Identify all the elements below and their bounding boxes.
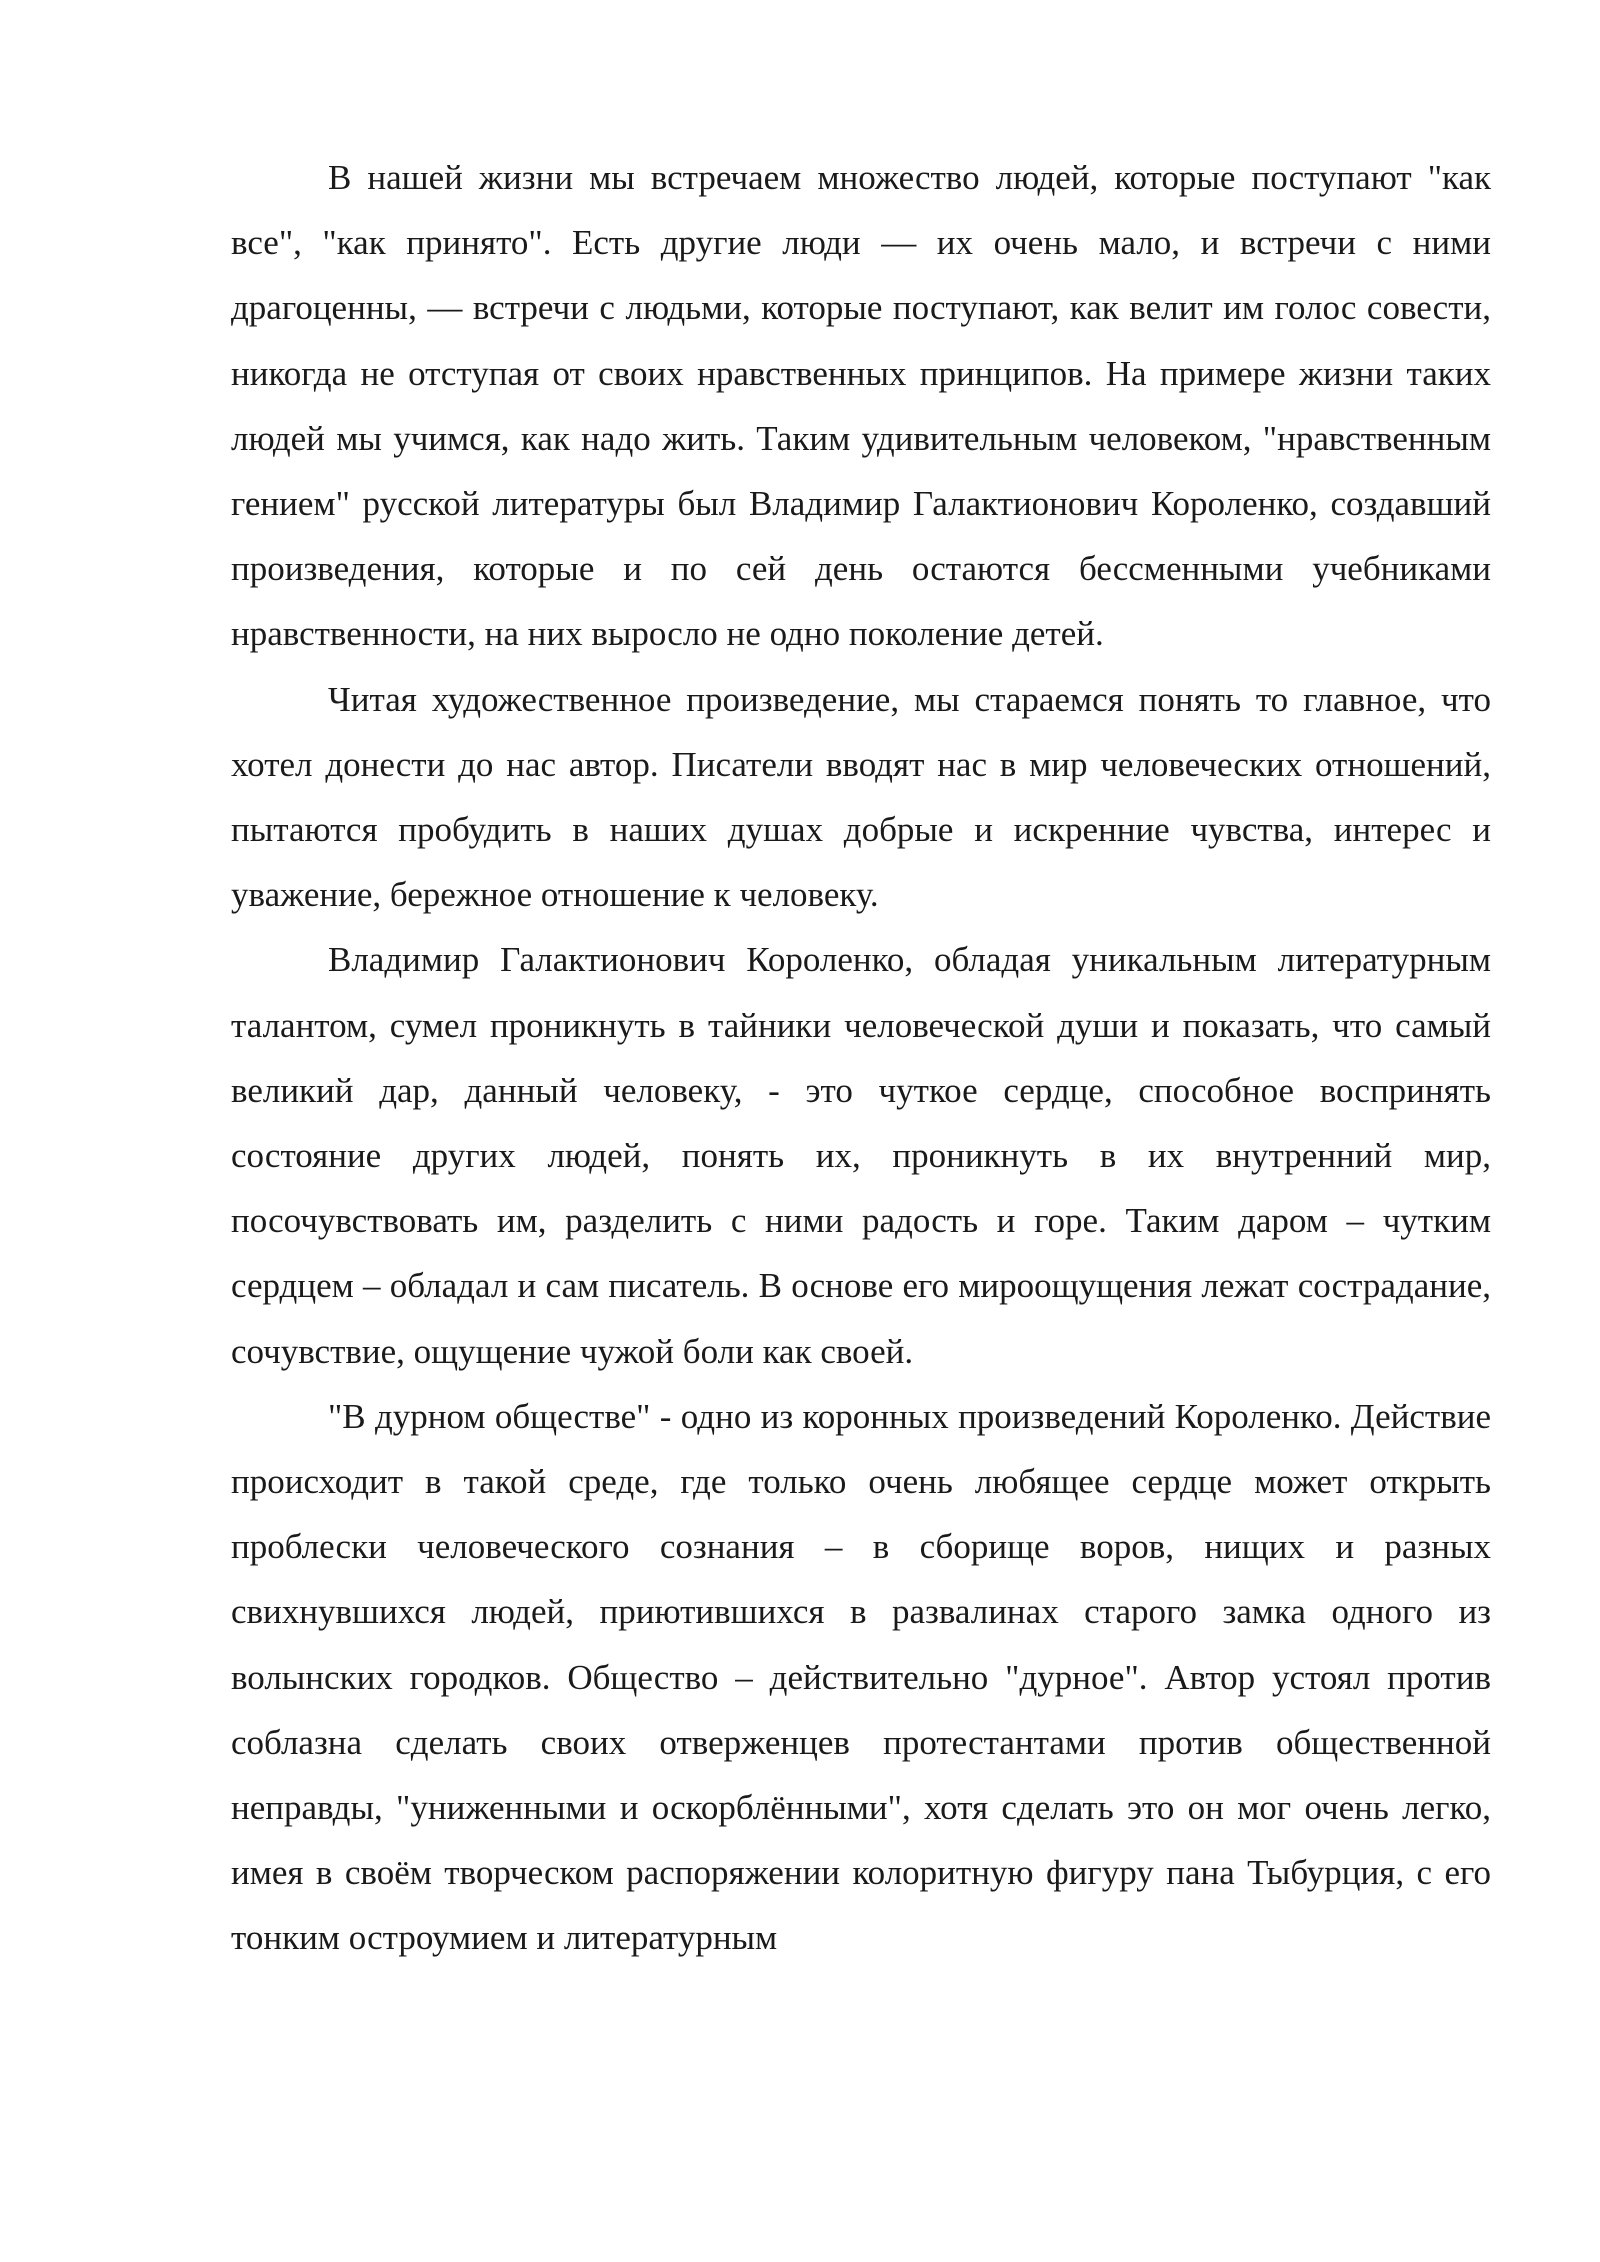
paragraph-1: В нашей жизни мы встречаем множество людей, которые поступают "как все", "как принято". Есть другие люди — их очень мало, и встречи с ними драгоценны, — встречи с людьми, которые поступают, как велит им голос совести, никогда не отступая от своих нравственных принципов. На примере жизни таких людей мы учимся, как надо жить. Таким удивительным человеком, "нравственным гением" русской литературы был Владимир Галактионович Короленко, создавший произведения, которые и по сей день остаются бессменными учебниками нравственности, на них выросло не одно поколение детей. [231, 158, 1491, 654]
document-body [231, 145, 1491, 1971]
paragraph-4: "В дурном обществе" - одно из коронных произведений Короленко. Действие происходит в такой среде, где только очень любящее сердце может открыть проблески человеческого сознания – в сборище воров, нищих и разных свихнувшихся людей, приютившихся в развалинах старого замка одного из волынских городков. Общество – действительно "дурное". Автор устоял против соблазна сделать своих отверженцев протестантами против общественной неправды, "униженными и оскорблёнными", хотя сделать это он мог очень легко, имея в своём творческом распоряжении колоритную фигуру пана Тыбурция, с его тонким остроумием и литературным [231, 1396, 1491, 1958]
paragraph-2: Читая художественное произведение, мы стараемся понять то главное, что хотел донести до нас автор. Писатели вводят нас в мир человеческих отношений, пытаются пробудить в наших душах добрые и искренние чувства, интерес и уважение, бережное отношение к человеку. [231, 679, 1491, 915]
paragraph-3: Владимир Галактионович Короленко, обладая уникальным литературным талантом, сумел проникнуть в тайники человеческой души и показать, что самый великий дар, данный человеку, - это чуткое сердце, способное воспринять состояние других людей, понять их, проникнуть в их внутренний мир, посочувствовать им, разделить с ними радость и горе. Таким даром – чутким сердцем – обладал и сам писатель. В основе его мироощущения лежат сострадание, сочувствие, ощущение чужой боли как своей. [231, 940, 1491, 1371]
